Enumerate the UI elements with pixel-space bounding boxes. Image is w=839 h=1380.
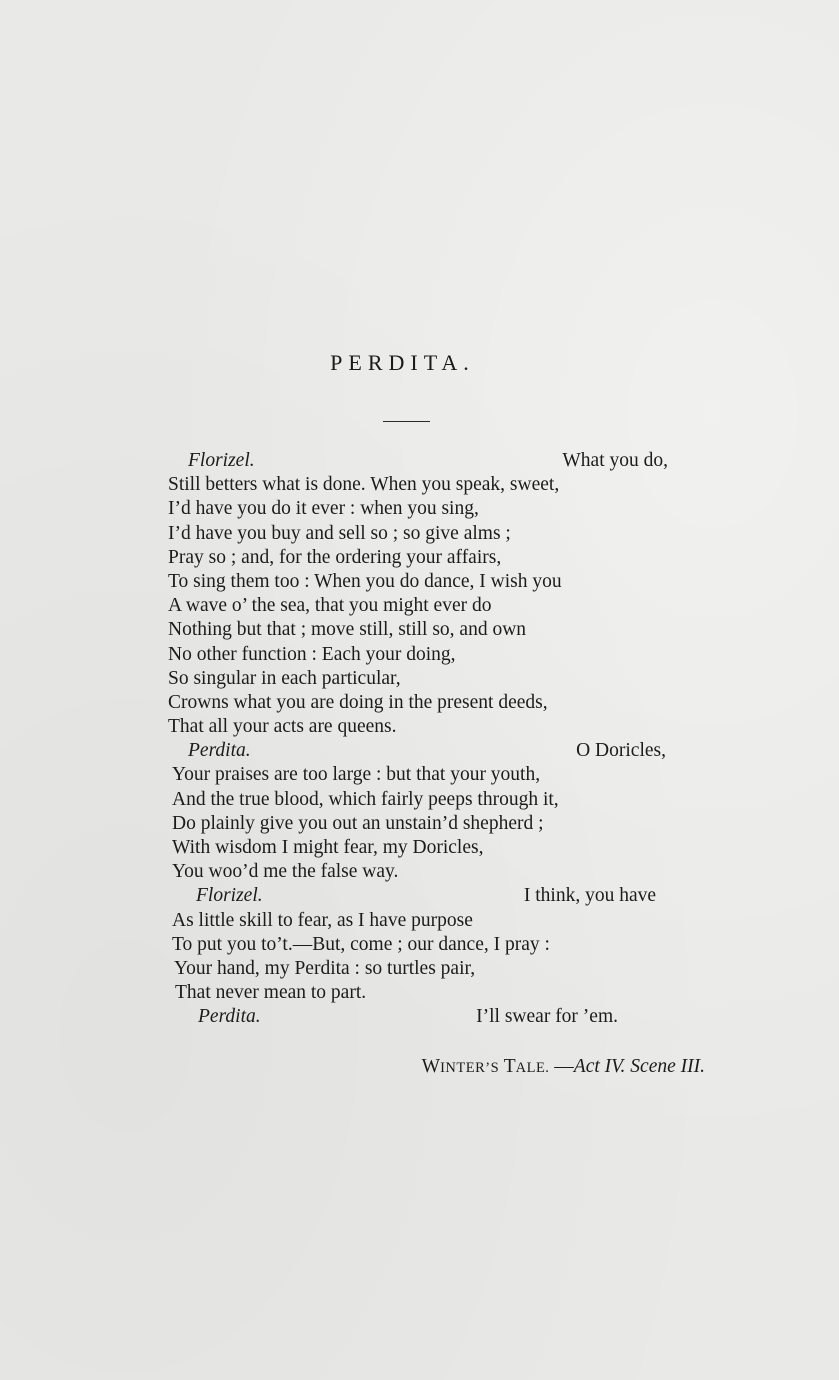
verse-line	[166, 497, 686, 521]
speaker-name: Perdita.	[198, 1006, 261, 1028]
verse-line	[166, 522, 686, 546]
speaker-name: Perdita.	[188, 740, 251, 762]
source-dash: —	[549, 1056, 574, 1077]
verse-line	[166, 570, 686, 594]
verse-line	[166, 909, 686, 933]
source-citation	[0, 1056, 705, 1078]
source-work-rest: ALE.	[515, 1060, 550, 1076]
verse-text: Crowns what you are doing in the present deeds,	[168, 691, 548, 713]
verse-line	[166, 788, 686, 812]
verse-line	[166, 473, 686, 497]
verse-text: That never mean to part.	[175, 982, 367, 1004]
verse-text: You woo’d me the false way.	[172, 861, 399, 883]
verse-line	[166, 836, 686, 860]
verse-text: As little skill to fear, as I have purpose	[172, 909, 473, 931]
verse-line	[166, 546, 686, 570]
verse-block	[166, 449, 686, 1030]
verse-line	[166, 957, 686, 981]
verse-text: Your praises are too large : but that your youth,	[172, 764, 541, 786]
verse-text: That all your acts are queens.	[168, 716, 397, 738]
source-work-rest: INTER’S	[440, 1060, 500, 1076]
verse-line	[166, 691, 686, 715]
verse-text: I’d have you buy and sell so ; so give alms ;	[168, 522, 511, 544]
verse-text: No other function : Each your doing,	[168, 643, 456, 665]
verse-text: Nothing but that ; move still, still so, and own	[168, 619, 527, 641]
verse-line	[166, 739, 686, 763]
verse-line	[166, 594, 686, 618]
verse-line	[166, 667, 686, 691]
verse-line	[166, 884, 686, 908]
verse-line	[166, 933, 686, 957]
verse-line	[166, 643, 686, 667]
verse-line	[166, 618, 686, 642]
verse-text: Your hand, my Perdita : so turtles pair,	[174, 957, 476, 979]
verse-text: Do plainly give you out an unstain’d shepherd ;	[172, 812, 544, 834]
verse-text: So singular in each particular,	[168, 667, 401, 689]
verse-line	[166, 763, 686, 787]
page-title: PERDITA.	[330, 350, 475, 375]
verse-line	[166, 449, 686, 473]
verse-text: I’ll swear for ’em.	[476, 1006, 618, 1028]
verse-line	[166, 981, 686, 1005]
verse-text: What you do,	[562, 450, 668, 471]
verse-text: Pray so ; and, for the ordering your affairs,	[168, 546, 502, 568]
speaker-name: Florizel.	[196, 885, 263, 907]
verse-text: To put you to’t.—But, come ; our dance, I pray :	[172, 933, 550, 955]
verse-text: With wisdom I might fear, my Doricles,	[172, 837, 484, 858]
verse-text: Still betters what is done. When you speak, sweet,	[168, 474, 560, 496]
verse-line	[166, 715, 686, 739]
verse-text: To sing them too : When you do dance, I wish you	[168, 570, 562, 592]
verse-line	[166, 812, 686, 836]
verse-text: And the true blood, which fairly peeps through it,	[172, 788, 559, 810]
verse-text: I think, you have	[523, 885, 656, 907]
verse-text: O Doricles,	[576, 740, 666, 762]
source-work-initial: W	[421, 1056, 441, 1077]
source-act-scene: Act IV. Scene III.	[573, 1056, 705, 1077]
verse-text: I’d have you do it ever : when you sing,	[168, 498, 479, 520]
verse-line	[166, 1005, 686, 1029]
speaker-name: Florizel.	[188, 450, 255, 471]
source-work-initial: T	[503, 1056, 516, 1077]
title-rule	[383, 421, 430, 422]
verse-line	[166, 860, 686, 884]
verse-text: A wave o’ the sea, that you might ever do	[168, 595, 492, 617]
